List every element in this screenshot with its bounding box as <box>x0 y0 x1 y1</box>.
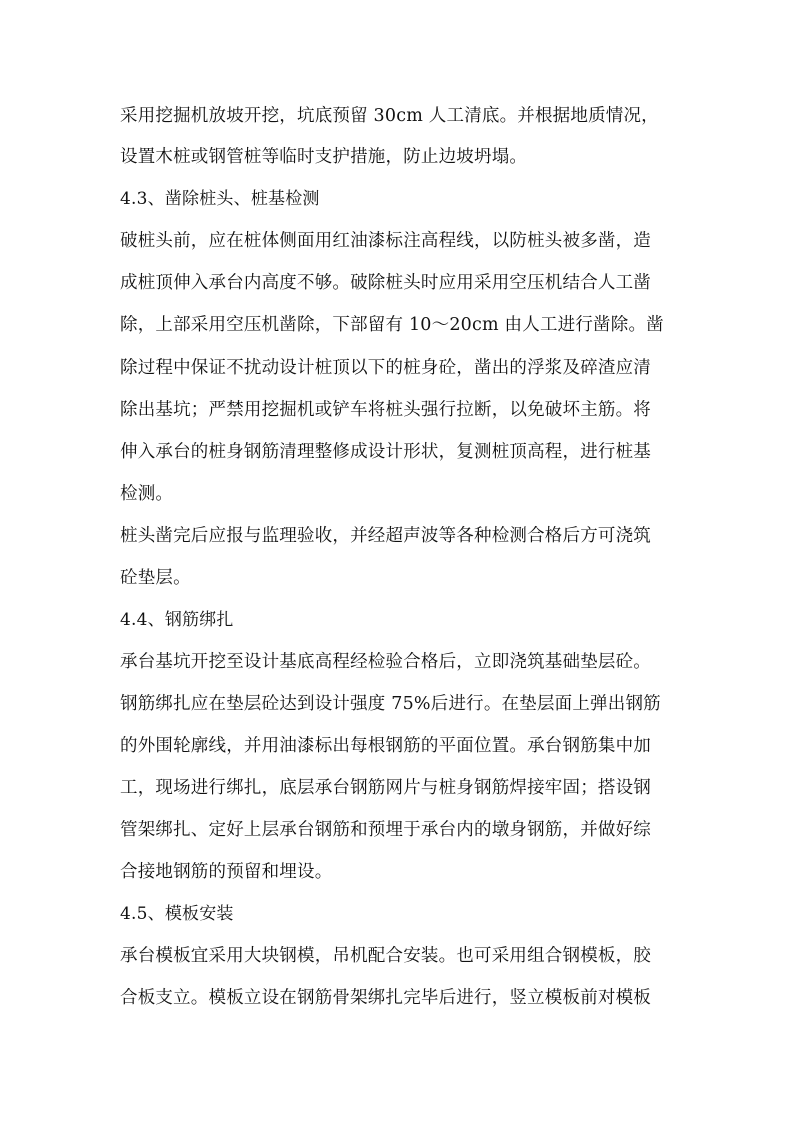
paragraph-line-5: 除，上部采用空压机凿除，下部留有 10～20cm 由人工进行凿除。凿 <box>120 315 664 335</box>
paragraph-line-16: 管架绑扎、定好上层承台钢筋和预埋于承台内的墩身钢筋，并做好综 <box>120 820 651 840</box>
paragraph-line-10: 桩头凿完后应报与监理验收，并经超声波等各种检测合格后方可浇筑 <box>120 526 651 546</box>
paragraph-line-12: 承台基坑开挖至设计基底高程经检验合格后，立即浇筑基础垫层砼。 <box>120 652 651 672</box>
paragraph-line-4: 成桩顶伸入承台内高度不够。破除桩头时应用采用空压机结合人工凿 <box>120 273 651 293</box>
paragraph-line-15: 工，现场进行绑扎，底层承台钢筋网片与桩身钢筋焊接牢固；搭设钢 <box>120 778 651 798</box>
paragraph-line-7: 除出基坑；严禁用挖掘机或铲车将桩头强行拉断，以免破坏主筋。将 <box>120 400 651 420</box>
paragraph-line-6: 除过程中保证不扰动设计桩顶以下的桩身砼，凿出的浮浆及碎渣应清 <box>120 358 651 378</box>
section-heading-4-3: 4.3、凿除桩头、桩基检测 <box>120 189 320 209</box>
paragraph-line-14: 的外围轮廓线，并用油漆标出每根钢筋的平面位置。承台钢筋集中加 <box>120 736 651 756</box>
paragraph-line-17: 合接地钢筋的预留和埋设。 <box>120 862 333 882</box>
paragraph-line-2: 设置木桩或钢管桩等临时支护措施，防止边坡坍塌。 <box>120 147 528 167</box>
paragraph-line-3: 破桩头前，应在桩体侧面用红油漆标注高程线，以防桩头被多凿，造 <box>120 231 651 251</box>
paragraph-line-8: 伸入承台的桩身钢筋清理整修成设计形状，复测桩顶高程，进行桩基 <box>120 442 651 462</box>
paragraph-line-1: 采用挖掘机放坡开挖，坑底预留 30cm 人工清底。并根据地质情况， <box>120 106 659 126</box>
paragraph-line-13: 钢筋绑扎应在垫层砼达到设计强度 75%后进行。在垫层面上弹出钢筋 <box>120 694 661 714</box>
section-heading-4-5: 4.5、模板安装 <box>120 904 234 924</box>
paragraph-line-9: 检测。 <box>120 484 174 504</box>
paragraph-line-11: 砼垫层。 <box>120 568 191 588</box>
paragraph-line-19: 合板支立。模板立设在钢筋骨架绑扎完毕后进行，竖立模板前对模板 <box>120 988 651 1008</box>
paragraph-line-18: 承台模板宜采用大块钢模，吊机配合安装。也可采用组合钢模板，胶 <box>120 946 651 966</box>
section-heading-4-4: 4.4、钢筋绑扎 <box>120 610 234 630</box>
